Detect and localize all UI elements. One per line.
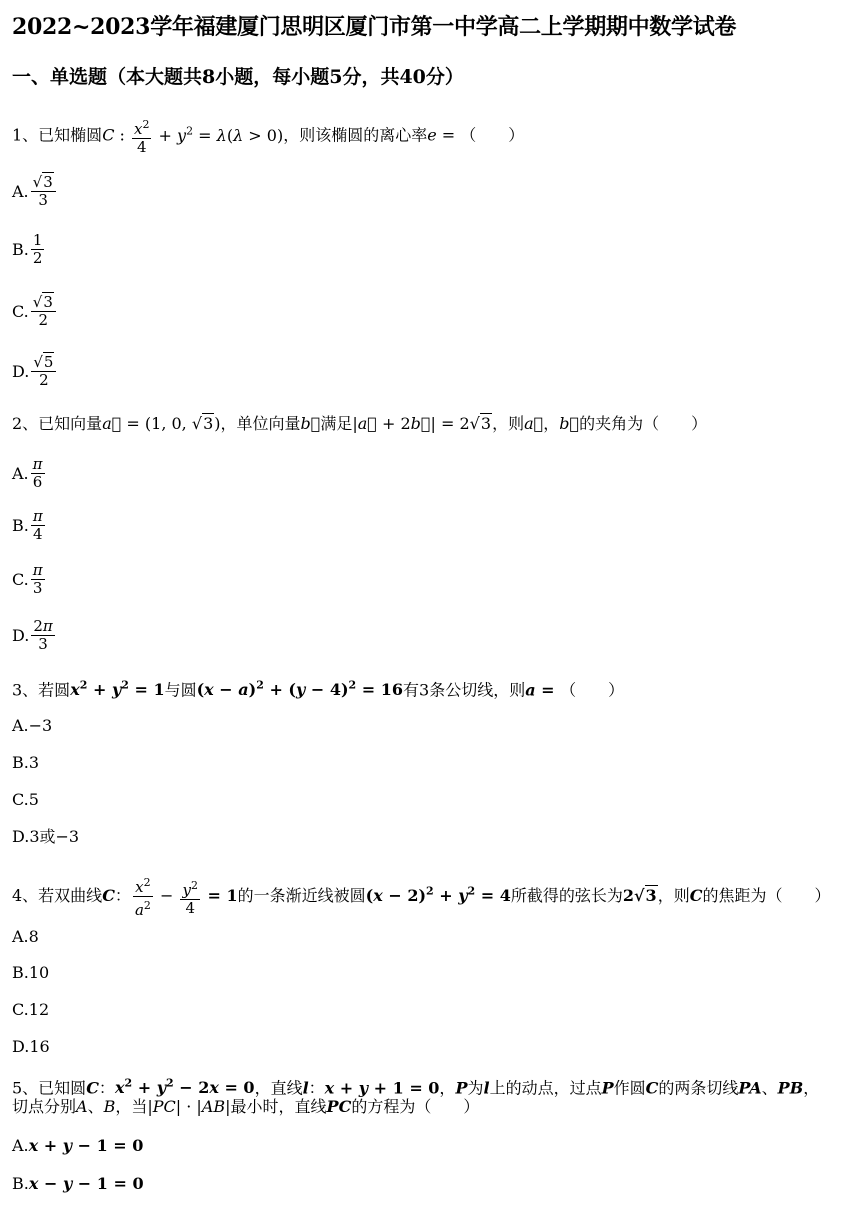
q3-option-a[interactable]: A.−3	[12, 716, 53, 735]
math-expression: + $y^2 = \lambda(\lambda > 0)$	[153, 124, 284, 145]
question-5-line-2: 切点分别A、B，当|PC| · |AB|最小时，直线PC的方程为（ ）	[12, 1097, 480, 1116]
vector-b: b⃗	[300, 414, 321, 433]
fraction-1-over-2: $\frac{1}{2}$	[32, 231, 43, 267]
q1-tail: （ ）	[460, 125, 525, 145]
math-circle: $(x - 2)^2 + y^2 = 4$	[365, 884, 511, 905]
fraction-sqrt3-over-3: $\frac{√3}{3}$	[31, 174, 56, 209]
question-1: 1、已知椭圆C : $\frac{x^2}{4}$ + $y^2 = \lambda(\lambda > 0)$，则该椭圆的离心率e = （ ）	[12, 118, 525, 156]
math-c: C	[102, 125, 115, 145]
q3-option-c[interactable]: C.5	[12, 790, 39, 809]
q1-prefix: 1、已知椭圆	[12, 125, 103, 145]
fraction-pi-over-6: $\frac{\pi}{6}$	[32, 455, 43, 491]
section-heading: 一、单选题（本大题共8小题，每小题5分，共40分）	[12, 66, 464, 88]
q2-option-d[interactable]: D. $\frac{2\pi}{3}$	[12, 617, 53, 653]
question-3: 3、若圆$x^2 + y^2 = 1$与圆$(x - a)^2 + (y - 4)^2 = 16$有3条公切线，则a = （ ）	[12, 679, 625, 700]
math-line-eq: x + y + 1 = 0	[324, 1078, 440, 1098]
q2-option-a[interactable]: A. $\frac{\pi}{6}$	[12, 455, 43, 491]
question-2: 2、已知向量a⃗ = (1, 0, √3)，单位向量b⃗满足|a⃗ + 2b⃗| = 2√3，则a⃗，b⃗的夹角为（ ）	[12, 414, 708, 433]
q1-option-b[interactable]: B. $\frac{1}{2}$	[12, 231, 43, 267]
q4-option-a[interactable]: A.8	[12, 927, 39, 946]
q1-option-a[interactable]: A. $\frac{√3}{3}$	[12, 174, 58, 209]
question-4: 4、若双曲线C： $\frac{x^2}{a^2}$ − $\frac{y^2}{4}$ = 1的一条渐近线被圆$(x - 2)^2 + y^2 = 4$所截得的弦长为2√3，则C的焦距为（ ）	[12, 876, 831, 919]
q1-suffix: ，则该椭圆的离心率	[283, 125, 428, 145]
vector-a: a⃗	[102, 414, 122, 433]
math-circle-eq: $x^2 + y^2 - 2x = 0$	[114, 1077, 255, 1098]
fraction-x2-over-a2: $\frac{x^2}{a^2}$	[134, 876, 151, 919]
fraction-pi-over-4: $\frac{\pi}{4}$	[32, 507, 43, 543]
q1-option-d[interactable]: D. $\frac{√5}{2}$	[12, 354, 58, 389]
q3-option-b[interactable]: B.3	[12, 753, 40, 772]
question-5-line-1: 5、已知圆C：$x^2 + y^2 - 2x = 0$，直线l：x + y + 1 = 0，P为l上的动点，过点P作圆C的两条切线PA、PB，	[12, 1077, 820, 1098]
q2-option-b[interactable]: B. $\frac{\pi}{4}$	[12, 507, 43, 543]
q5-option-b[interactable]: B.x − y − 1 = 0	[12, 1174, 144, 1193]
q3-option-d[interactable]: D.3或−3	[12, 827, 80, 846]
fraction-x2-over-4: $\frac{x^2}{4}$	[134, 118, 150, 156]
q5-option-a[interactable]: A.x + y − 1 = 0	[12, 1136, 144, 1155]
math-product: |PC| · |AB|	[147, 1097, 231, 1116]
fraction-sqrt5-over-2: $\frac{√5}{2}$	[31, 354, 56, 389]
page-title: 2022~2023学年福建厦门思明区厦门市第一中学高二上学期期中数学试卷	[12, 14, 737, 40]
math-circle-1: $x^2 + y^2 = 1$	[70, 679, 165, 700]
q4-option-b[interactable]: B.10	[12, 963, 50, 982]
math-circle-2: $(x - a)^2 + (y - 4)^2 = 16$	[196, 679, 404, 700]
q4-option-c[interactable]: C.12	[12, 1000, 50, 1019]
q1-option-c[interactable]: C. $\frac{√3}{2}$	[12, 294, 58, 329]
fraction-sqrt3-over-2: $\frac{√3}{2}$	[31, 294, 56, 329]
fraction-2pi-over-3: $\frac{2\pi}{3}$	[33, 617, 53, 653]
fraction-y2-over-4: $\frac{y^2}{4}$	[182, 878, 198, 917]
q2-option-c[interactable]: C. $\frac{\pi}{3}$	[12, 561, 43, 597]
fraction-pi-over-3: $\frac{\pi}{3}$	[32, 561, 43, 597]
q4-option-d[interactable]: D.16	[12, 1037, 50, 1056]
